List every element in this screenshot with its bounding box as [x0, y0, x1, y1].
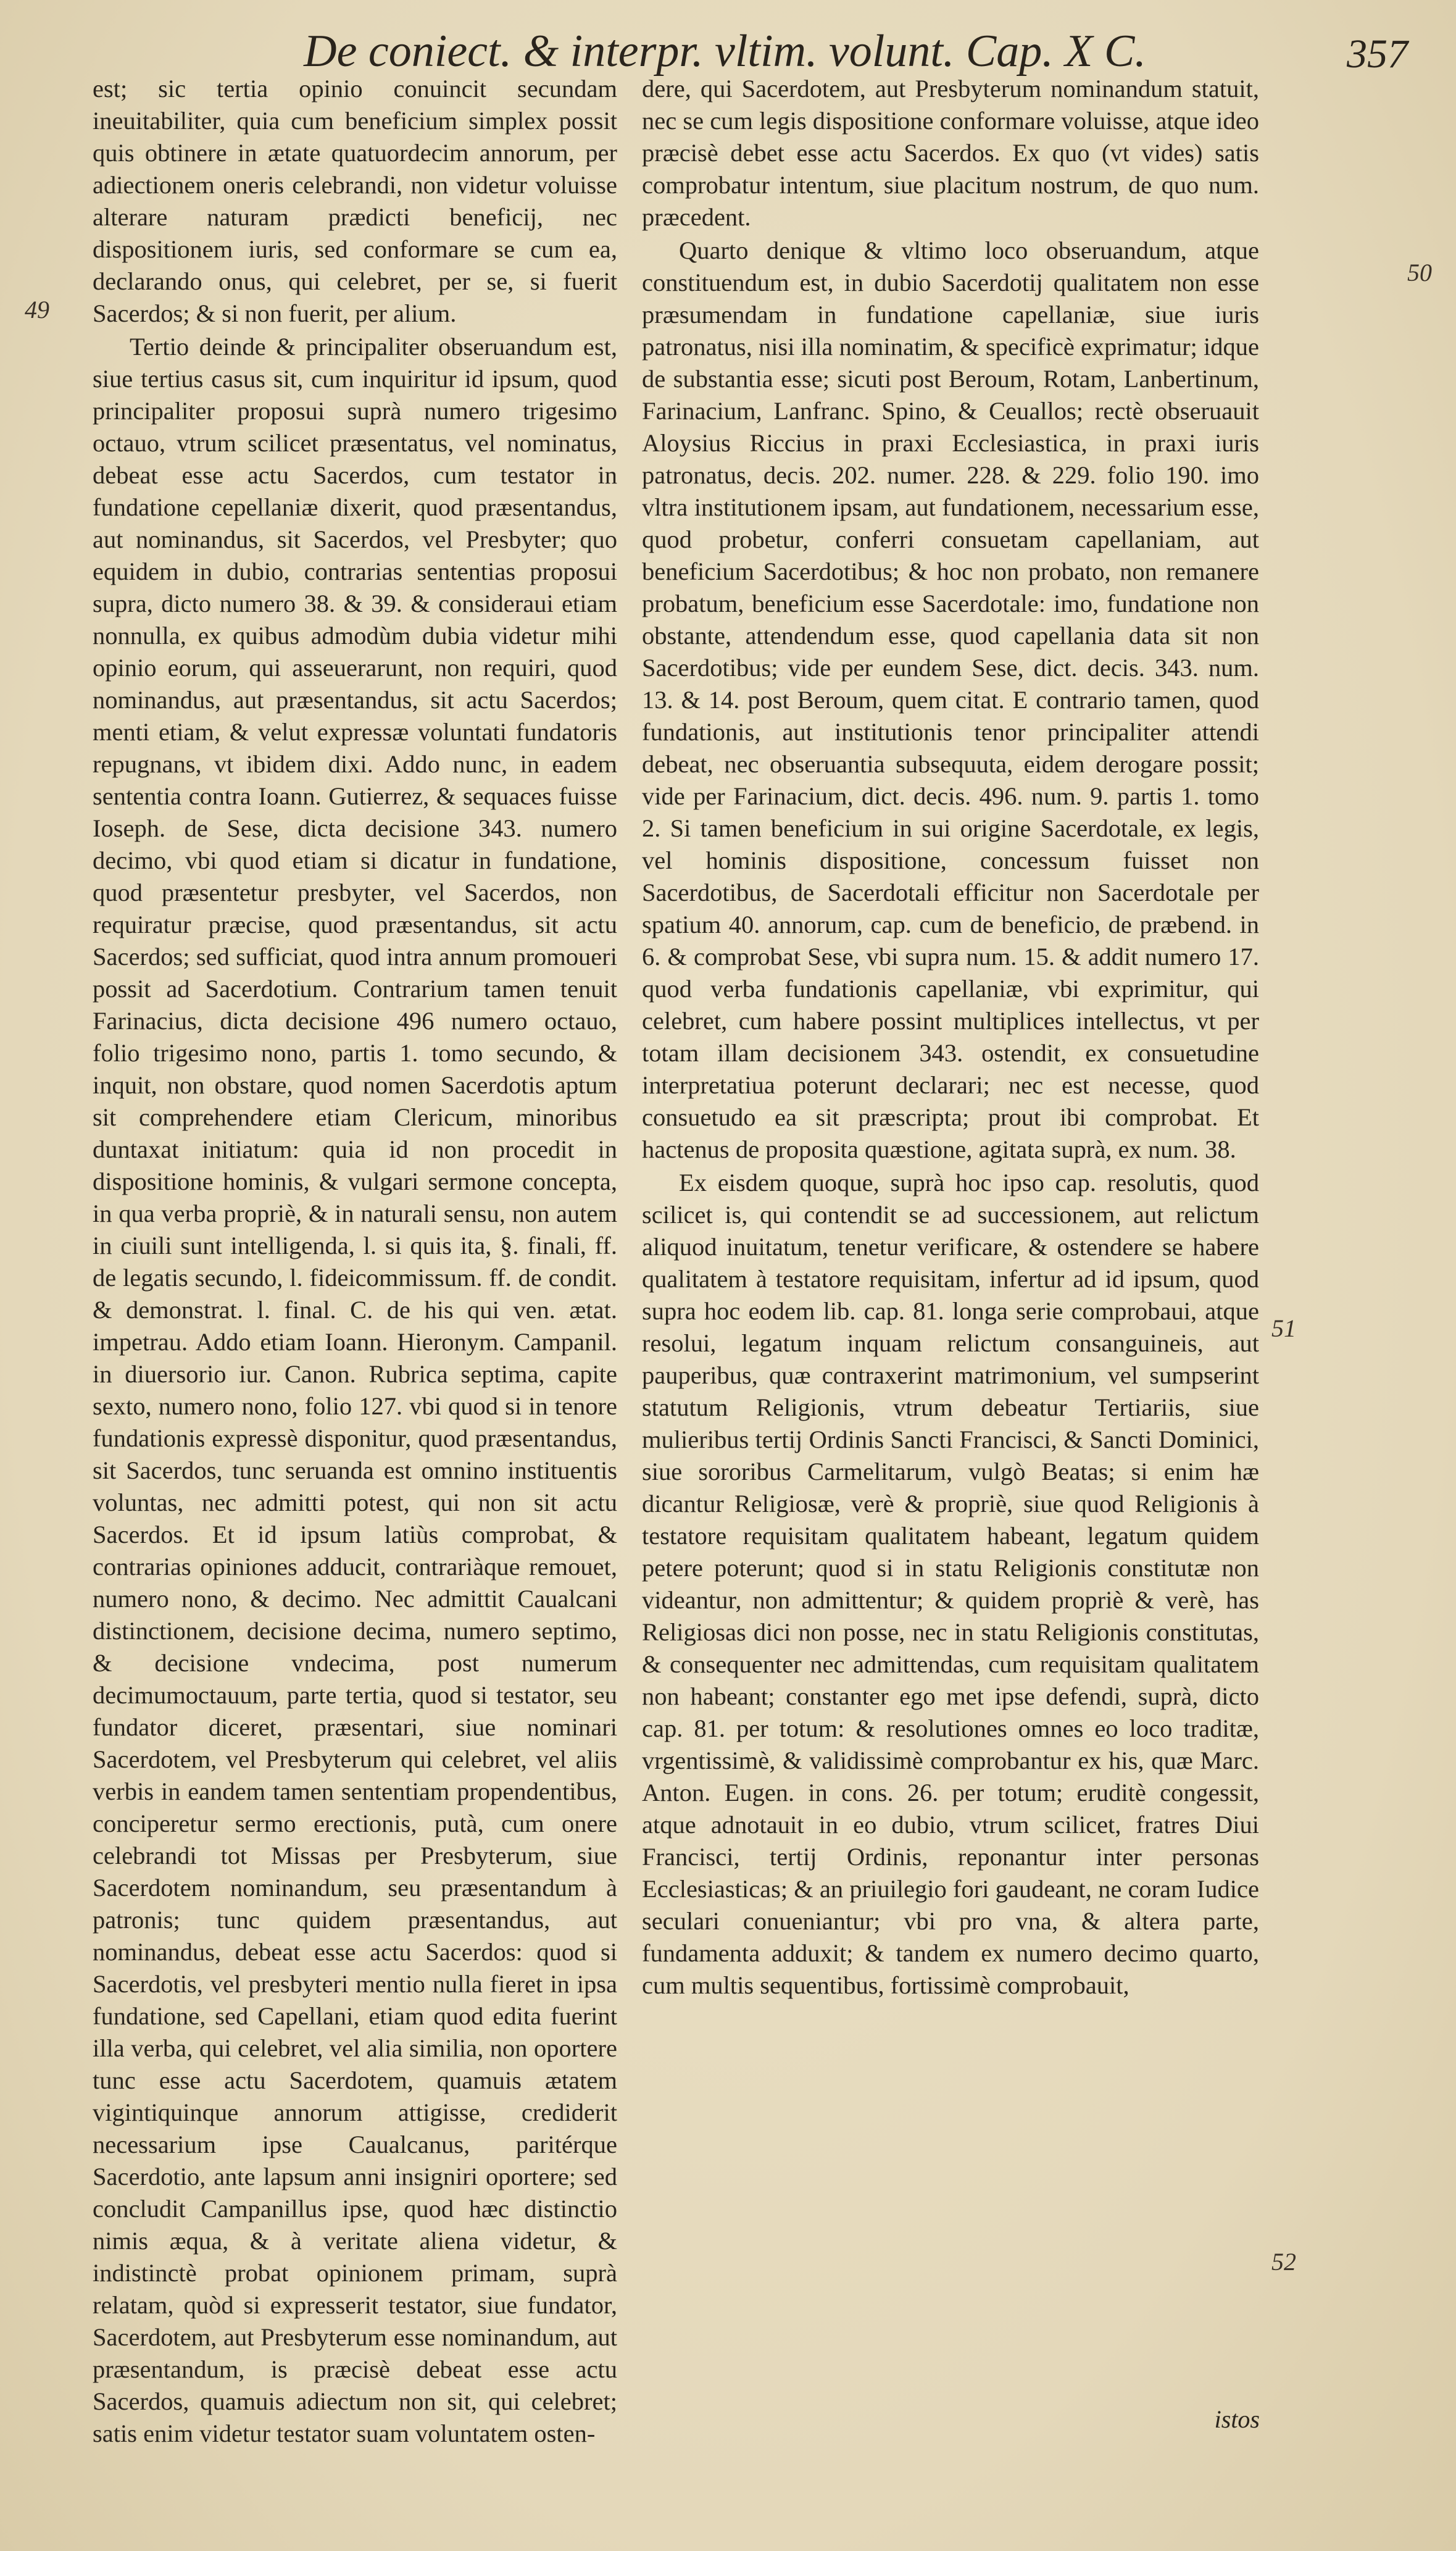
marginal-number-50: 50 — [1407, 259, 1432, 286]
right-paragraph-2: Quarto denique & vltimo loco obseruandum, atque constituendum est, in dubio Sacerdotij qualitatem non esse præsumendam in fundatione capellaniæ, siue iuris patronatus, nisi illa nominatim, & specificè exprimatur; idque de substantia esse; sicuti post Beroum, Rotam, Lanbertinum, Farinacium, Lanfranc. Spino, & Ceuallos; rectè obseruauit Aloysius Riccius in praxi Ecclesiastica, in praxi iuris patronatus, decis. 202. numer. 228. & 229. folio 190. imo vltra institutionem ipsam, aut fundationem, necessarium esse, quod probetur, conferri consuetam capellaniam, aut beneficium Sacerdotibus; & hoc non probato, non remanere probatum, beneficium esse Sacerdotale: imo, fundatione non obstante, attendendum esse, quod capellania data sit non Sacerdotibus; vide per eundem Sese, dict. decis. 343. num. 13. & 14. post Beroum, quem citat. E contrario tamen, quod fundationis, aut institutionis tenor principaliter attendi debeat, nec obseruantia subsequuta, eidem derogare possit; vide per Farinacium, dict. decis. 496. num. 9. partis 1. tomo 2. Si tamen beneficium in sui origine Sacerdotale, ex legis, vel hominis dispositione, concessum fuisset non Sacerdotibus, de Sacerdotali efficitur non Sacerdotale per spatium 40. annorum, cap. cum de beneficio, de præbend. in 6. & comprobat Sese, vbi supra num. 15. & addit numero 17. quod verba fundationis capellaniæ, vbi exprimitur, qui celebret, cum habere possint multiplices intellectus, vt per totam illam decisionem 343. ostendit, ex consuetudine interpretatiua poterunt declarari; nec est necesse, quod consuetudo ea sit præscripta; prout ibi comprobat. Et hactenus de proposita quæstione, agitata suprà, ex num. 38. — [642, 236, 1259, 1163]
catchword: istos — [1214, 2405, 1260, 2433]
left-column — [93, 73, 617, 2450]
running-head: De coniect. & interpr. vltim. volunt. Cap. X C. — [304, 26, 1146, 77]
right-column — [642, 73, 1259, 2002]
marginal-number-51: 51 — [1271, 1314, 1296, 1342]
marginal-number-52: 52 — [1271, 2248, 1296, 2276]
left-paragraph-2: Tertio deinde & principaliter obseruandum est, siue tertius casus sit, cum inquiritur id ipsum, quod principaliter proposui suprà numero trigesimo octauo, vtrum scilicet præsentatus, vel nominatus, debeat esse actu Sacerdos, cum testator in fundatione cepellaniæ dixerit, quod præsentandus, aut nominandus, sit Sacerdos, vel Presbyter; quo equidem in dubio, contrarias sententias proposui supra, dicto numero 38. & 39. & consideraui etiam nonnulla, ex quibus admodùm dubia videtur mihi opinio eorum, qui asseuerarunt, non requiri, quod nominandus, aut præsentandus, sit actu Sacerdos; menti etiam, & velut expressæ voluntati fundatoris repugnans, vt ibidem dixi. Addo nunc, in eadem sententia contra Ioann. Gutierrez, & sequaces fuisse Ioseph. de Sese, dicta decisione 343. numero decimo, vbi quod etiam si dicatur in fundatione, quod præsentetur presbyter, vel Sacerdos, non requiratur præcise, quod præsentandus, sit actu Sacerdos; sed sufficiat, quod intra annum promoueri possit ad Sacerdotium. Contrarium tamen tenuit Farinacius, dicta decisione 496 numero octauo, folio trigesimo nono, partis 1. tomo secundo, & inquit, non obstare, quod nomen Sacerdotis aptum sit comprehendere etiam Clericum, minoribus duntaxat initiatum: quia id non procedit in dispositione hominis, & vulgari sermone concepta, in qua verba propriè, & in naturali sensu, non autem in ciuili sunt intelligenda, l. si quis ita, §. finali, ff. de legatis secundo, l. fideicommissum. ff. de condit. & demonstrat. l. final. C. de his qui ven. ætat. impetrau. Addo etiam Ioann. Hieronym. Campanil. in diuersorio iur. Canon. Rubrica septima, capite sexto, numero nono, folio 127. vbi quod si in tenore fundationis expressè disponitur, quod præsentandus, sit Sacerdos, tunc seruanda est omnino instituentis voluntas, nec admitti potest, qui non sit actu Sacerdos. Et id ipsum latiùs comprobat, & contrarias opiniones adducit, contrariàque remouet, numero nono, & decimo. Nec admittit Caualcani distinctionem, decisione decima, numero septimo, & decisione vndecima, post numerum decimumoctauum, parte tertia, quod si testator, seu fundator diceret, præsentari, siue nominari Sacerdotem, vel Presbyterum qui celebret, vel aliis verbis in eandem tamen sententiam propendentibus, conciperetur sermo erectionis, putà, cum onere celebrandi tot Missas per Presbyterum, siue Sacerdotem nominandum, seu præsentandum à patronis; tunc quidem præsentandus, aut nominandus, debeat esse actu Sacerdos: quod si Sacerdotis, vel presbyteri mentio nulla fieret in ipsa fundatione, sed Capellani, etiam quod edita fuerint illa verba, qui celebret, vel alia similia, non oportere tunc esse actu Sacerdotem, quamuis ætatem vigintiquinque annorum attigisse, crediderit necessarium ipse Caualcanus, paritérque Sacerdotio, ante lapsum anni insigniri oportere; sed concludit Campanillus ipse, quod hæc distinctio nimis æqua, & à veritate aliena videtur, & indistinctè probat opinionem primam, suprà relatam, quòd si expresserit testator, siue fundator, Sacerdotem, aut Presbyterum esse nominandum, aut præsentandum, is præcisè debeat esse actu Sacerdos, quamuis adiectum non sit, qui celebret; satis enim videtur testator suam voluntatem osten- — [93, 333, 617, 2447]
right-paragraph-1: dere, qui Sacerdotem, aut Presbyterum nominandum statuit, nec se cum legis dispositione conformare voluisse, atque ideo præcisè debet esse actu Sacerdos. Ex quo (vt vides) satis comprobatur intentum, siue placitum nostrum, de quo num. præcedent. — [642, 75, 1259, 231]
page-number: 357 — [1347, 31, 1408, 77]
right-paragraph-3: Ex eisdem quoque, suprà hoc ipso cap. resolutis, quod scilicet is, qui contendit se ad successionem, aut relictum aliquod inuitatum, tenetur verificare, & ostendere se habere qualitatem à testatore requisitam, infertur ad id ipsum, quod supra hoc eodem lib. cap. 81. longa serie comprobaui, atque resolui, legatum inquam relictum consanguineis, aut pauperibus, quæ contraxerint matrimonium, vel sumpserint statutum Religionis, vtrum debeatur Tertiariis, siue mulieribus tertij Ordinis Sancti Francisci, & Sancti Dominici, siue sororibus Carmelitarum, vulgò Beatas; si enim hæ dicantur Religiosæ, verè & propriè, siue quod Religionis à testatore requisitam qualitatem habeant, legatum quidem petere poterunt; quod si in statu Religionis constitutæ non videantur, non admittentur; & quidem propriè & verè, has Religiosas dici non posse, nec in statu Religionis constitutas, & consequenter nec admittendas, cum requisitam qualitatem non habeant; constanter ego met ipse defendi, suprà, dicto cap. 81. per totum: & resolutiones omnes eo loco traditæ, vrgentissimè, & validissimè comprobantur ex his, quæ Marc. Anton. Eugen. in cons. 26. per totum; eruditè congessit, atque adnotauit in eo dubio, vtrum scilicet, fratres Diui Francisci, tertij Ordinis, reponantur inter personas Ecclesiasticas; & an priuilegio fori gaudeant, ne coram Iudice seculari conueniantur; vbi pro vna, & altera parte, fundamenta adduxit; & tandem ex numero decimo quarto, cum multis sequentibus, fortissimè comprobauit, — [642, 1169, 1259, 1999]
marginal-number-49: 49 — [25, 296, 49, 324]
left-paragraph-1: est; sic tertia opinio conuincit secundam ineuitabiliter, quia cum beneficium simplex possit quis obtinere in ætate quatuordecim annorum, per adiectionem oneris celebrandi, non videtur voluisse alterare naturam prædicti beneficij, nec dispositionem iuris, sed conformare se cum ea, declarando onus, qui celebret, per se, si fuerit Sacerdos; & si non fuerit, per alium. — [93, 75, 617, 327]
